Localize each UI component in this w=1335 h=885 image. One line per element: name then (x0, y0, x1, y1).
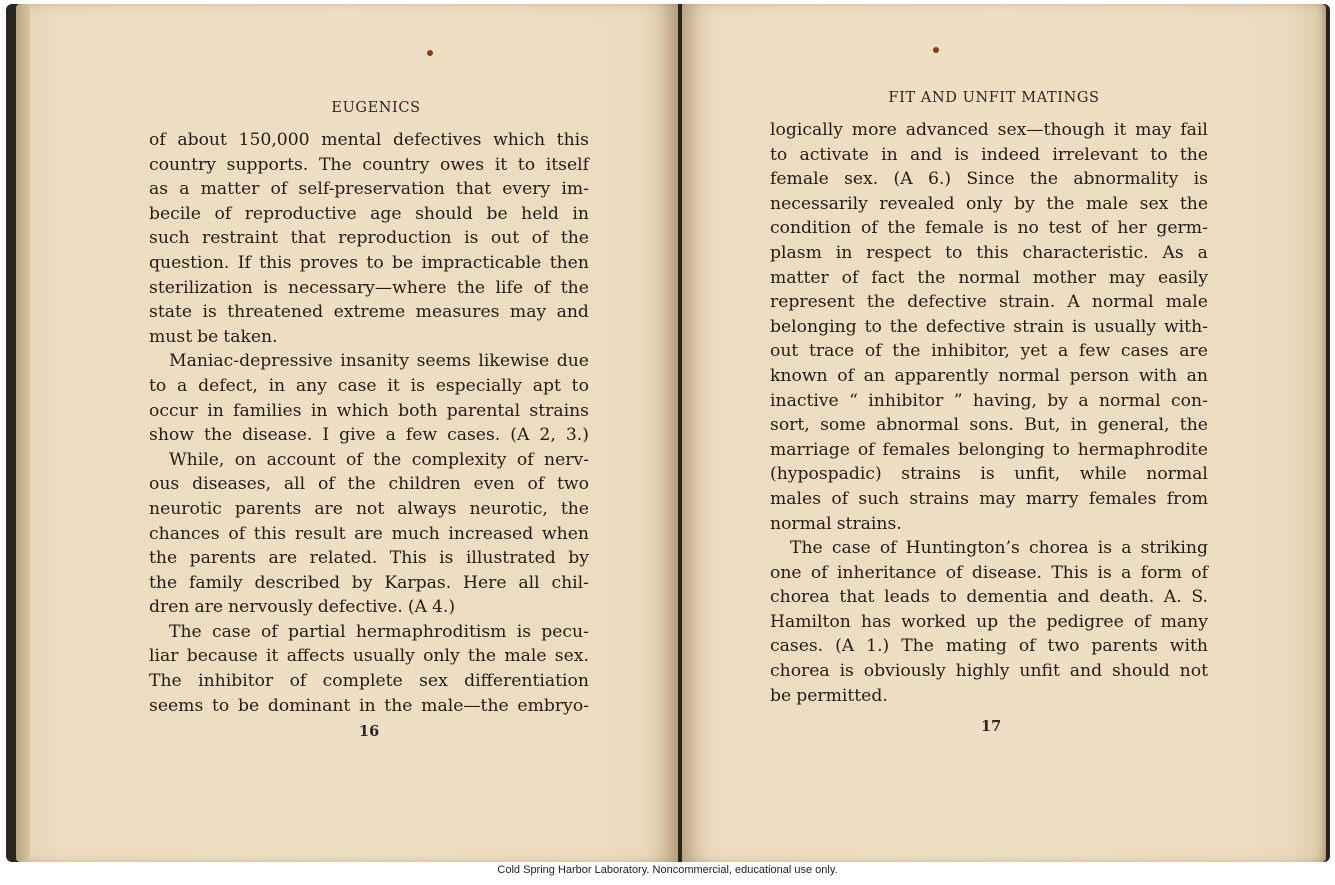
text-line: of about 150,000 mental defectives which this (149, 130, 589, 150)
text-line: logically more advanced sex—though it may fail (770, 120, 1208, 140)
paper-speck (933, 47, 939, 53)
text-line: occur in families in which both parental strains (149, 400, 589, 421)
text-line: the parents are related. This is illustrated by (149, 548, 589, 569)
text-line: be permitted. (770, 685, 888, 706)
right-page-text (770, 118, 1208, 708)
open-book (6, 4, 1330, 862)
text-line: condition of the female is no test of her germ- (770, 218, 1208, 239)
right-page-number: 17 (981, 718, 1002, 735)
text-line: to activate in and is indeed irrelevant to the (770, 144, 1208, 165)
text-line: represent the defective strain. A normal male (770, 292, 1208, 313)
right-running-head: FIT AND UNFIT MATINGS (888, 90, 1100, 106)
text-line: The case of partial hermaphroditism is pecu- (169, 621, 589, 642)
text-line: as a matter of self-preservation that every im- (149, 179, 589, 200)
left-page (16, 4, 678, 862)
text-line: inactive “ inhibitor ” having, by a normal con- (770, 390, 1208, 411)
text-line: matter of fact the normal mother may easily (770, 267, 1208, 288)
text-line: liar because it affects usually only the male sex. (149, 646, 589, 667)
text-line: question. If this proves to be impracticable then (149, 252, 589, 273)
text-line: chances of this result are much increased when (149, 523, 589, 544)
text-line: sterilization is necessary—where the life of the (149, 277, 589, 298)
text-line: show the disease. I give a few cases. (A 2, 3.) (149, 425, 589, 446)
copyright-footer: Cold Spring Harbor Laboratory. Noncommercial, educational use only. (497, 864, 838, 876)
text-line: males of such strains may marry females from (770, 488, 1208, 509)
right-page (682, 4, 1326, 862)
text-line: becile of reproductive age should be held in (149, 203, 589, 224)
left-page-edge (16, 4, 30, 862)
text-line: state is threatened extreme measures may and (149, 302, 589, 323)
text-line: marriage of females belonging to hermaphrodite (770, 439, 1208, 460)
text-line: Hamilton has worked up the pedigree of many (770, 611, 1208, 632)
text-line: The case of Huntington’s chorea is a striking (790, 538, 1208, 559)
text-line: seems to be dominant in the male—the embryo- (149, 695, 589, 716)
text-line: the family described by Karpas. Here all chil- (149, 572, 589, 593)
text-line: chorea that leads to dementia and death. A. S. (770, 587, 1208, 608)
text-line: female sex. (A 6.) Since the abnormality is (770, 169, 1208, 190)
text-line: out trace of the inhibitor, yet a few cases are (770, 341, 1208, 362)
left-page-number: 16 (359, 723, 380, 740)
text-line: such restraint that reproduction is out of the (149, 228, 589, 249)
text-line: necessarily revealed only by the male sex the (770, 193, 1208, 214)
text-line: sort, some abnormal sons. But, in general, the (770, 415, 1208, 436)
text-line: ous diseases, all of the children even of two (149, 474, 589, 495)
text-line: belonging to the defective strain is usually with- (770, 316, 1208, 337)
text-line: to a defect, in any case it is especially apt to (149, 375, 589, 396)
left-running-head: EUGENICS (331, 100, 421, 116)
text-line: normal strains. (770, 513, 902, 534)
left-page-text (149, 128, 589, 718)
text-line: plasm in respect to this characteristic. As a (770, 242, 1208, 263)
text-line: dren are nervously defective. (A 4.) (149, 597, 456, 618)
text-line: neurotic parents are not always neurotic, the (149, 498, 589, 519)
text-line: The inhibitor of complete sex differentiation (149, 671, 589, 692)
text-line: cases. (A 1.) The mating of two parents with (770, 636, 1208, 657)
text-line: (hypospadic) strains is unfit, while normal (770, 464, 1208, 485)
text-line: known of an apparently normal person with an (770, 365, 1208, 386)
text-line: While, on account of the complexity of nerv- (169, 449, 589, 470)
text-line: chorea is obviously highly unfit and should not (770, 661, 1208, 682)
text-line: country supports. The country owes it to itself (149, 154, 589, 175)
text-line: one of inheritance of disease. This is a form of (770, 562, 1208, 583)
text-line: Maniac-depressive insanity seems likewise due (169, 351, 589, 372)
text-line: must be taken. (149, 326, 278, 347)
paper-speck (427, 50, 433, 56)
